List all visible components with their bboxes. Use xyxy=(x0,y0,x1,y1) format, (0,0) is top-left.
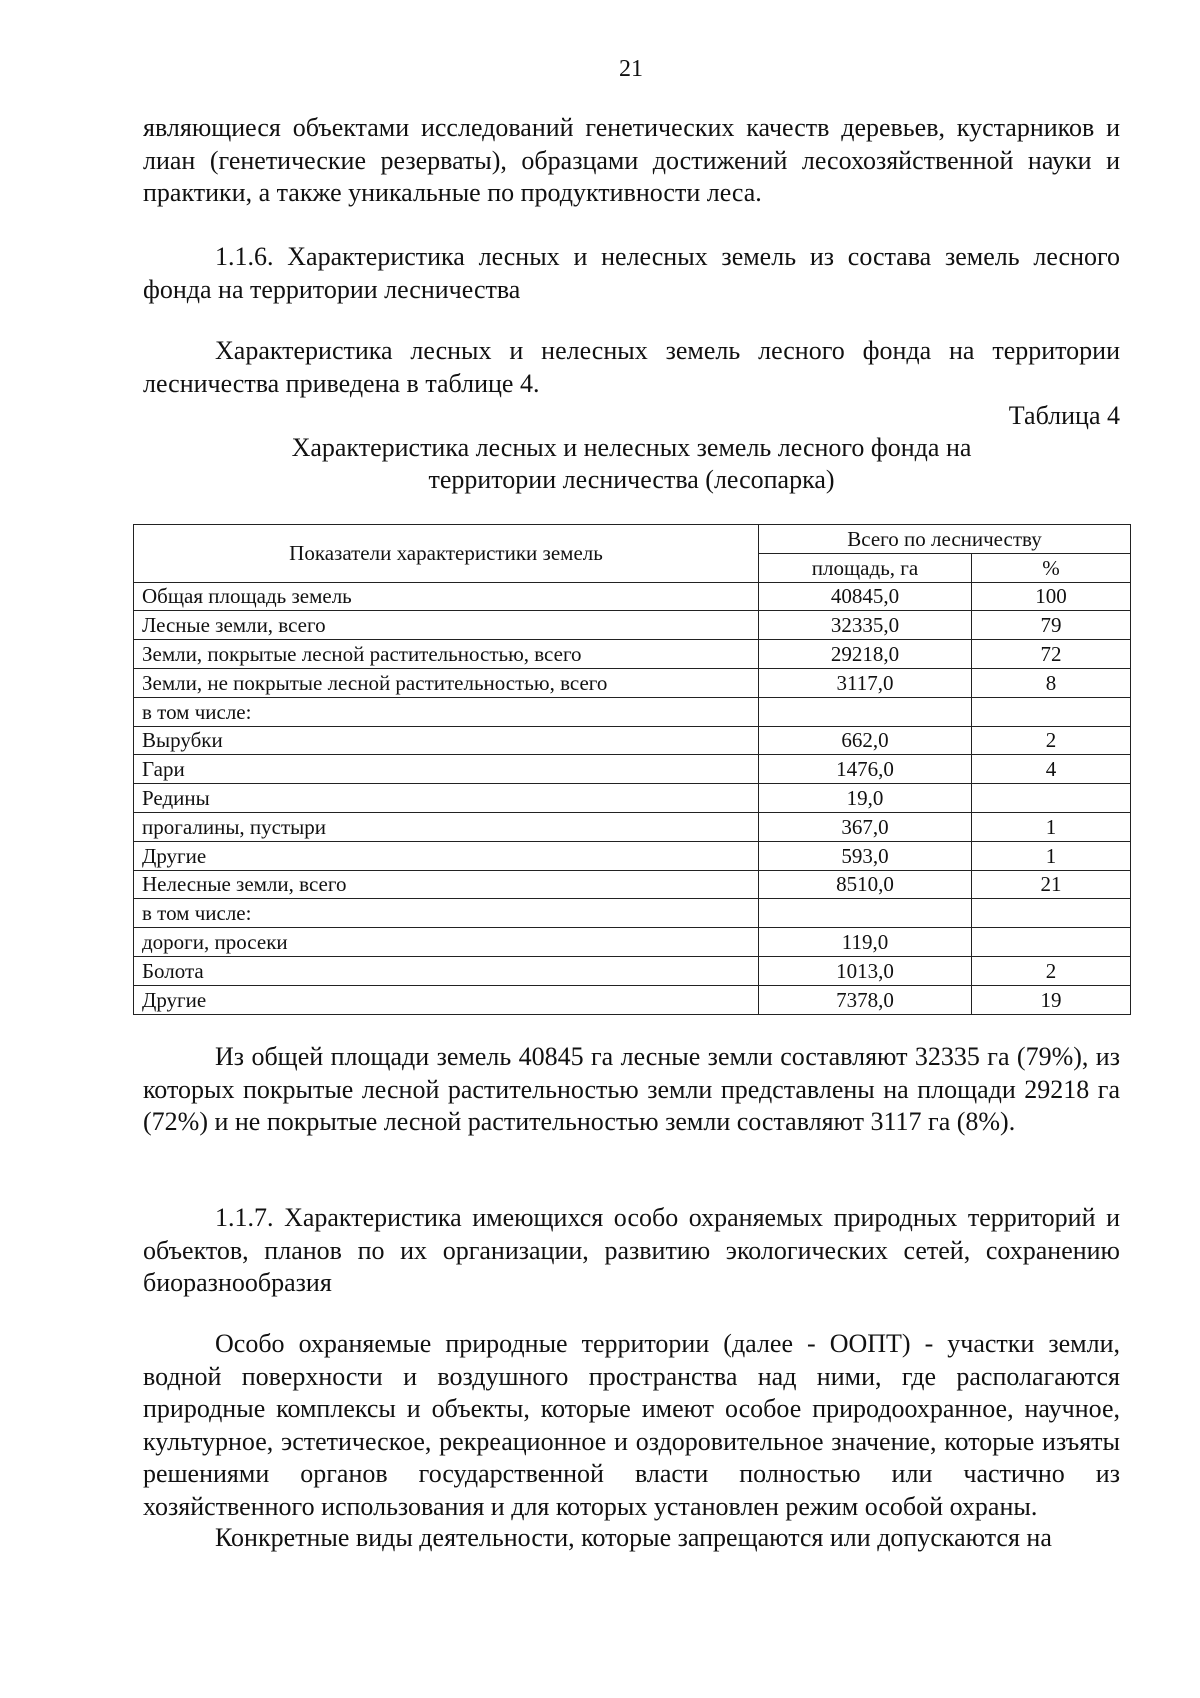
summary-paragraph: Из общей площади земель 40845 га лесные земли составляют 32335 га (79%), из которых покрытые лесной растительностью земли представлены на площади 29218 га (72%) и не покрытые лесной растительностью земли составляют 3117 га (8%). xyxy=(143,1042,1120,1136)
row-percent-cell xyxy=(972,697,1131,726)
row-area-cell: 40845,0 xyxy=(759,582,972,611)
row-area-cell xyxy=(759,899,972,928)
row-name-cell: Болота xyxy=(134,956,759,985)
row-area-cell: 19,0 xyxy=(759,784,972,813)
table-row xyxy=(134,755,1131,784)
land-characteristics-table xyxy=(133,524,1131,1015)
row-percent-cell: 8 xyxy=(972,668,1131,697)
row-name-cell: Нелесные земли, всего xyxy=(134,870,759,899)
row-percent-cell: 2 xyxy=(972,726,1131,755)
section-117-paragraph-1: Особо охраняемые природные территории (далее - ООПТ) - участки земли, водной поверхности и воздушного пространства над ними, где располагаются природные комплексы и объекты, которые имеют особое природоохранное, научное, культурное, эстетическое, рекреационное и оздоровительное значение, которые изъяты решениями органов государственной власти полностью или частично из хозяйственного использования и для которых установлен режим особой охраны. xyxy=(143,1329,1120,1521)
table-row xyxy=(134,985,1131,1014)
table-row xyxy=(134,640,1131,669)
row-area-cell: 119,0 xyxy=(759,928,972,957)
section-116-intro: Характеристика лесных и нелесных земель лесного фонда на территории лесничества приведена в таблице 4. xyxy=(143,336,1120,398)
table-row xyxy=(134,611,1131,640)
row-name-cell: Редины xyxy=(134,784,759,813)
table-row xyxy=(134,582,1131,611)
row-percent-cell xyxy=(972,899,1131,928)
row-name-cell: Земли, не покрытые лесной растительностью, всего xyxy=(134,668,759,697)
header-percent: % xyxy=(972,553,1131,582)
row-percent-cell: 79 xyxy=(972,611,1131,640)
row-name-cell: Гари xyxy=(134,755,759,784)
row-percent-cell xyxy=(972,928,1131,957)
table-row xyxy=(134,668,1131,697)
row-area-cell: 29218,0 xyxy=(759,640,972,669)
table-row xyxy=(134,899,1131,928)
header-indicator: Показатели характеристики земель xyxy=(134,525,759,583)
row-area-cell: 367,0 xyxy=(759,812,972,841)
row-percent-cell: 2 xyxy=(972,956,1131,985)
row-area-cell: 8510,0 xyxy=(759,870,972,899)
row-name-cell: Лесные земли, всего xyxy=(134,611,759,640)
table-row xyxy=(134,928,1131,957)
row-name-cell: Вырубки xyxy=(134,726,759,755)
row-name-cell: прогалины, пустыри xyxy=(134,812,759,841)
table-body xyxy=(134,582,1131,1014)
row-name-cell: в том числе: xyxy=(134,899,759,928)
row-area-cell: 662,0 xyxy=(759,726,972,755)
row-name-cell: Другие xyxy=(134,841,759,870)
header-total: Всего по лесничеству xyxy=(759,525,1131,554)
table-title-line-2: территории лесничества (лесопарка) xyxy=(428,465,835,494)
row-name-cell: Земли, покрытые лесной растительностью, всего xyxy=(134,640,759,669)
row-area-cell: 32335,0 xyxy=(759,611,972,640)
row-percent-cell: 1 xyxy=(972,841,1131,870)
row-percent-cell: 1 xyxy=(972,812,1131,841)
table-label: Таблица 4 xyxy=(1008,401,1120,430)
table-header-row xyxy=(134,525,1131,554)
row-area-cell: 593,0 xyxy=(759,841,972,870)
table-title xyxy=(143,432,1120,496)
section-117-heading: 1.1.7. Характеристика имеющихся особо охраняемых природных территорий и объектов, планов по их организации, развитию экологических сетей, сохранению биоразнообразия xyxy=(143,1203,1120,1297)
table-row xyxy=(134,812,1131,841)
row-name-cell: Общая площадь земель xyxy=(134,582,759,611)
row-percent-cell: 100 xyxy=(972,582,1131,611)
section-117-paragraph-2: Конкретные виды деятельности, которые запрещаются или допускаются на xyxy=(215,1523,1052,1552)
row-name-cell: Другие xyxy=(134,985,759,1014)
row-area-cell xyxy=(759,697,972,726)
table-title-line-1: Характеристика лесных и нелесных земель лесного фонда на xyxy=(291,433,972,462)
page-number: 21 xyxy=(619,56,643,82)
row-area-cell: 1013,0 xyxy=(759,956,972,985)
row-area-cell: 3117,0 xyxy=(759,668,972,697)
row-percent-cell: 21 xyxy=(972,870,1131,899)
row-percent-cell: 72 xyxy=(972,640,1131,669)
table-row xyxy=(134,697,1131,726)
section-116-heading: 1.1.6. Характеристика лесных и нелесных земель из состава земель лесного фонда на территории лесничества xyxy=(143,242,1120,304)
row-percent-cell xyxy=(972,784,1131,813)
table-row xyxy=(134,870,1131,899)
row-name-cell: в том числе: xyxy=(134,697,759,726)
table-row xyxy=(134,841,1131,870)
table-row xyxy=(134,784,1131,813)
row-percent-cell: 4 xyxy=(972,755,1131,784)
top-paragraph: являющиеся объектами исследований генетических качеств деревьев, кустарников и лиан (генетические резерваты), образцами достижений лесохозяйственной науки и практики, а также уникальные по продуктивности леса. xyxy=(143,113,1120,207)
row-name-cell: дороги, просеки xyxy=(134,928,759,957)
row-area-cell: 7378,0 xyxy=(759,985,972,1014)
table-row xyxy=(134,726,1131,755)
header-area: площадь, га xyxy=(759,553,972,582)
table-row xyxy=(134,956,1131,985)
row-area-cell: 1476,0 xyxy=(759,755,972,784)
row-percent-cell: 19 xyxy=(972,985,1131,1014)
